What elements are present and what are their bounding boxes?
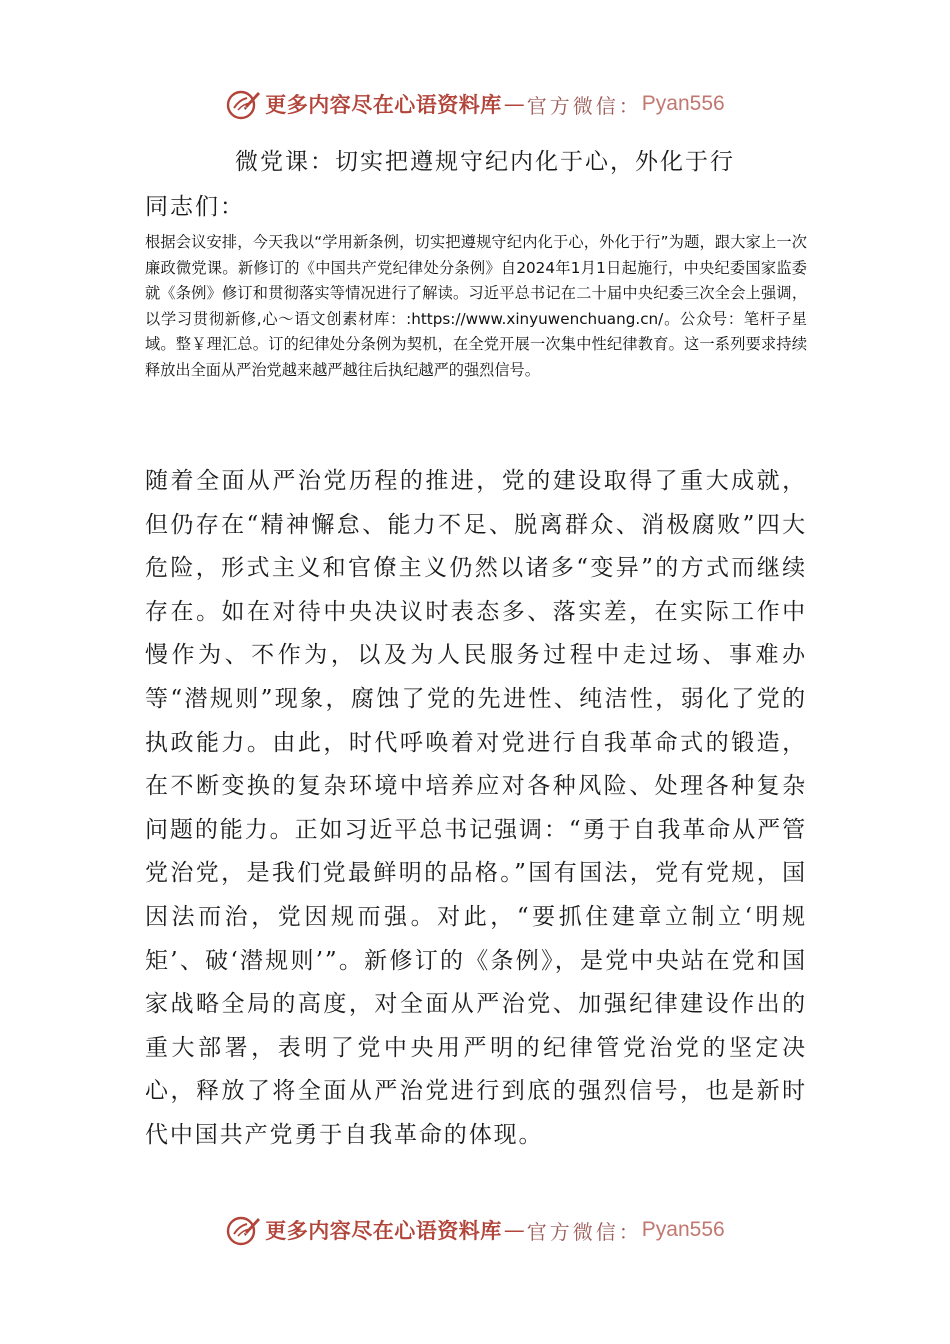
wechat-id: Pyan556 <box>641 92 725 115</box>
wechat-label: 官方微信： <box>526 1219 642 1244</box>
salutation: 同志们： <box>145 194 245 220</box>
brand-text: 更多内容尽在心语资料库 <box>265 1218 502 1243</box>
wechat-id: Pyan556 <box>641 1218 725 1241</box>
document-title: 微党课：切实把遵规守纪内化于心，外化于行 <box>235 149 735 175</box>
wechat-label: 官方微信： <box>526 93 642 118</box>
banner-dash: — <box>503 92 525 116</box>
pen-scroll-logo-icon <box>225 86 261 122</box>
brand-text: 更多内容尽在心语资料库 <box>265 92 502 117</box>
header-banner <box>0 84 950 124</box>
body-paragraph: 随着全面从严治党历程的推进，党的建设取得了重大成就，但仍存在“精神懈怠、能力不足、脱离群众、消极腐败”四大危险，形式主义和官僚主义仍然以诸多“变异”的方式而继续存在。如在对待中央决议时表态多、落实差，在实际工作中慢作为、不作为，以及为人民服务过程中走过场、事难办等“潜规则”现象，腐蚀了党的先进性、纯洁性，弱化了党的执政能力。由此，时代呼唤着对党进行自我革命式的锻造，在不断变换的复杂环境中培养应对各种风险、处理各种复杂问题的能力。正如习近平总书记强调：“勇于自我革命从严管党治党，是我们党最鲜明的品格。”国有国法，党有党规，国因法而治，党因规而强。对此，“要抓住建章立制立‘明规矩’、破‘潜规则’”。新修订的《条例》，是党中央站在党和国家战略全局的高度，对全面从严治党、加强纪律建设作出的重大部署，表明了党中央用严明的纪律管党治党的坚定决心，释放了将全面从严治党进行到底的强烈信号，也是新时代中国共产党勇于自我革命的体现。 <box>145 468 807 1148</box>
banner-dash: — <box>503 1218 525 1242</box>
pen-scroll-logo-icon <box>225 1212 261 1248</box>
footer-banner <box>0 1210 950 1250</box>
intro-paragraph: 根据会议安排，今天我以“学用新条例，切实把遵规守纪内化于心，外化于行”为题，跟大家上一次廉政微党课。新修订的《中国共产党纪律处分条例》自2024年1月1日起施行，中央纪委国家监委就《条例》修订和贯彻落实等情况进行了解读。习近平总书记在二十届中央纪委三次全会上强调，以学习贯彻新修,心～语文创素材库：:https://www.xinyuwenchuang.cn/。公众号：笔杆子星域。整￥理汇总。订的纪律处分条例为契机，在全党开展一次集中性纪律教育。这一系列要求持续释放出全面从严治党越来越严越往后执纪越严的强烈信号。 <box>145 233 807 379</box>
